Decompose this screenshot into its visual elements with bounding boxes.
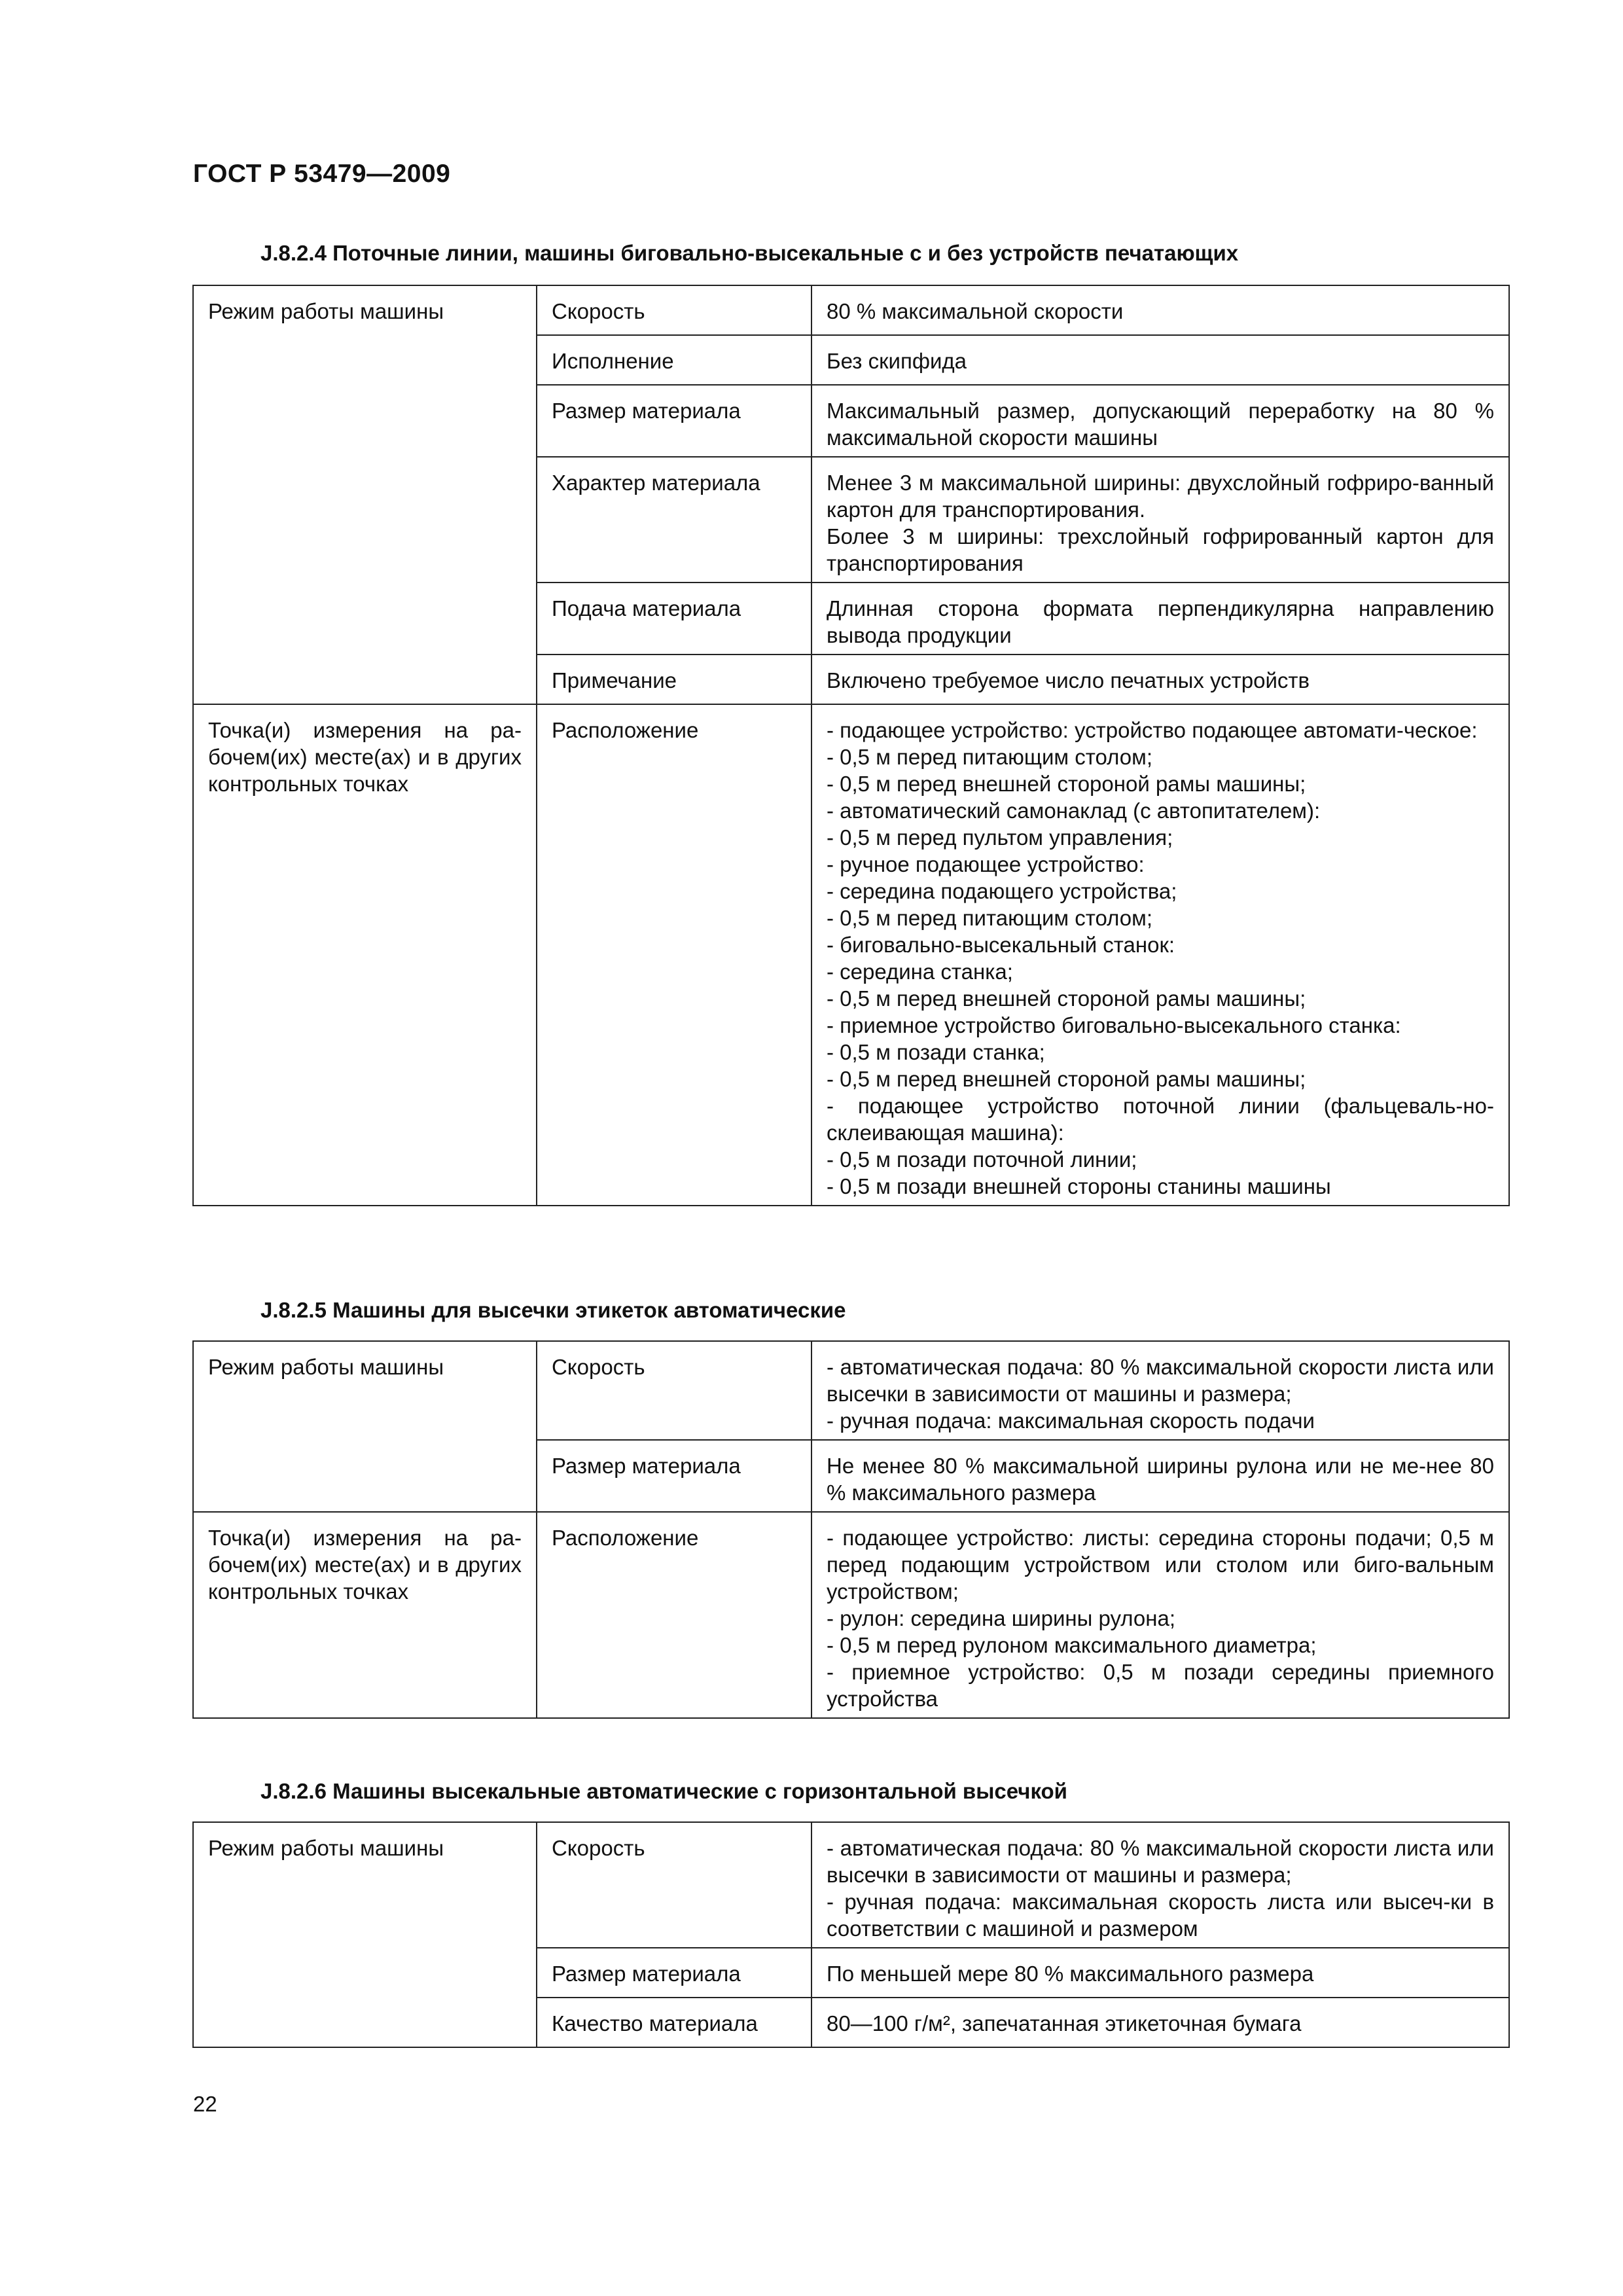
value-text: - 0,5 м перед питающим столом; [827,745,1152,769]
param-cell [537,1512,812,1718]
value-text: - 0,5 м перед рулоном максимального диаметра; [827,1633,1317,1657]
value-cell [812,704,1509,1206]
param-label: Исполнение [552,349,674,373]
value-text: - 0,5 м позади поточной линии; [827,1147,1137,1172]
value-text: - автоматический самонаклад (с автопитателем): [827,798,1321,823]
value-text: - 0,5 м перед внешней стороной рамы машины; [827,986,1306,1011]
param-cell [537,335,812,385]
value-cell [812,1822,1509,1948]
value-text: - 0,5 м перед внешней стороной рамы машины; [827,772,1306,796]
value-cell [812,457,1509,583]
param-label: Скорость [552,299,645,323]
spec-table-j824 [192,285,1510,1206]
param-label: Размер материала [552,1962,741,1986]
value-cell [812,335,1509,385]
value-text: - 0,5 м перед внешней стороной рамы машины; [827,1067,1306,1091]
section-title-j825: J.8.2.5 Машины для высечки этикеток автоматические [260,1298,846,1322]
param-label: Размер материала [552,399,741,423]
group-label-cell [193,1512,537,1718]
value-text: Включено требуемое число печатных устройств [827,668,1310,692]
param-cell [537,385,812,457]
param-label: Скорость [552,1355,645,1379]
param-cell [537,583,812,655]
value-text: Более 3 м ширины: трехслойный гофрированный картон для транспортирования [827,524,1494,575]
spec-table-j826 [192,1821,1510,2048]
param-label: Расположение [552,1526,699,1550]
group-label: Режим работы машины [208,1836,444,1860]
param-label: Характер материала [552,471,760,495]
spec-table-j825 [192,1340,1510,1719]
table-row [193,285,1509,335]
value-cell [812,655,1509,704]
section-title-j824: J.8.2.4 Поточные линии, машины биговально-высекальные с и без устройств печатающих [260,241,1239,265]
value-text: - приемное устройство: 0,5 м позади середины приемного устройства [827,1660,1494,1711]
value-text: - 0,5 м перед пультом управления; [827,825,1173,850]
param-cell [537,1948,812,1998]
value-text: - подающее устройство поточной линии (фальцеваль-но-склеивающая машина): [827,1094,1494,1145]
table-row [193,1512,1509,1718]
value-text: - ручная подача: максимальная скорость подачи [827,1408,1315,1433]
param-label: Подача материала [552,596,741,620]
value-text: - биговально-высекальный станок: [827,933,1175,957]
value-text: 80 % максимальной скорости [827,299,1124,323]
param-cell [537,1341,812,1440]
value-text: - подающее устройство: листы: середина стороны подачи; 0,5 м перед подающим устройством или столом или биго-вальным устройством; [827,1526,1494,1604]
group-label: Точка(и) измерения на ра-бочем(их) месте(ах) и в других контрольных точках [208,1526,522,1604]
group-label-cell [193,1822,537,2047]
param-cell [537,1998,812,2047]
value-text: - подающее устройство: устройство подающее автомати-ческое: [827,718,1478,742]
group-label: Режим работы машины [208,1355,444,1379]
value-text: - ручная подача: максимальная скорость листа или высеч-ки в соответствии с машиной и размером [827,1890,1494,1941]
value-cell [812,285,1509,335]
value-cell [812,1440,1509,1512]
param-label: Примечание [552,668,677,692]
param-label: Расположение [552,718,699,742]
document-header: ГОСТ Р 53479—2009 [193,160,451,188]
value-cell [812,1341,1509,1440]
value-cell [812,385,1509,457]
value-cell [812,1948,1509,1998]
value-text: - середина подающего устройства; [827,879,1177,903]
value-text: Без скипфида [827,349,967,373]
value-text: - приемное устройство биговально-высекального станка: [827,1013,1401,1037]
value-text: - 0,5 м позади внешней стороны станины машины [827,1174,1331,1198]
value-text: Не менее 80 % максимальной ширины рулона или не ме-нее 80 % максимального размера [827,1454,1494,1505]
group-label-cell [193,704,537,1206]
table-row [193,1341,1509,1440]
value-text: - ручное подающее устройство: [827,852,1145,876]
param-cell [537,285,812,335]
param-label: Скорость [552,1836,645,1860]
value-text: - 0,5 м позади станка; [827,1040,1045,1064]
group-label-cell [193,1341,537,1512]
group-label: Точка(и) измерения на ра-бочем(их) месте(ах) и в других контрольных точках [208,718,522,796]
value-cell [812,1998,1509,2047]
value-text: Менее 3 м максимальной ширины: двухслойный гофриро-ванный картон для транспортирования. [827,471,1494,522]
param-cell [537,457,812,583]
value-cell [812,1512,1509,1718]
value-text: - середина станка; [827,960,1013,984]
param-cell [537,655,812,704]
section-title-j826: J.8.2.6 Машины высекальные автоматические с горизонтальной высечкой [260,1779,1067,1803]
page-number: 22 [193,2092,217,2116]
value-text: - автоматическая подача: 80 % максимальной скорости листа или высечки в зависимости от машины и размера; [827,1836,1494,1887]
value-text: Максимальный размер, допускающий переработку на 80 % максимальной скорости машины [827,399,1494,450]
param-cell [537,1822,812,1948]
param-cell [537,1440,812,1512]
value-text: Длинная сторона формата перпендикулярна направлению вывода продукции [827,596,1494,647]
param-cell [537,704,812,1206]
value-text: 80—100 г/м², запечатанная этикеточная бумага [827,2011,1302,2036]
param-label: Размер материала [552,1454,741,1478]
table-row [193,704,1509,1206]
param-label: Качество материала [552,2011,758,2036]
value-cell [812,583,1509,655]
group-label: Режим работы машины [208,299,444,323]
value-text: - рулон: середина ширины рулона; [827,1606,1176,1630]
group-label-cell [193,285,537,704]
value-text: - автоматическая подача: 80 % максимальной скорости листа или высечки в зависимости от машины и размера; [827,1355,1494,1406]
value-text: - 0,5 м перед питающим столом; [827,906,1152,930]
table-row [193,1822,1509,1948]
value-text: По меньшей мере 80 % максимального размера [827,1962,1314,1986]
